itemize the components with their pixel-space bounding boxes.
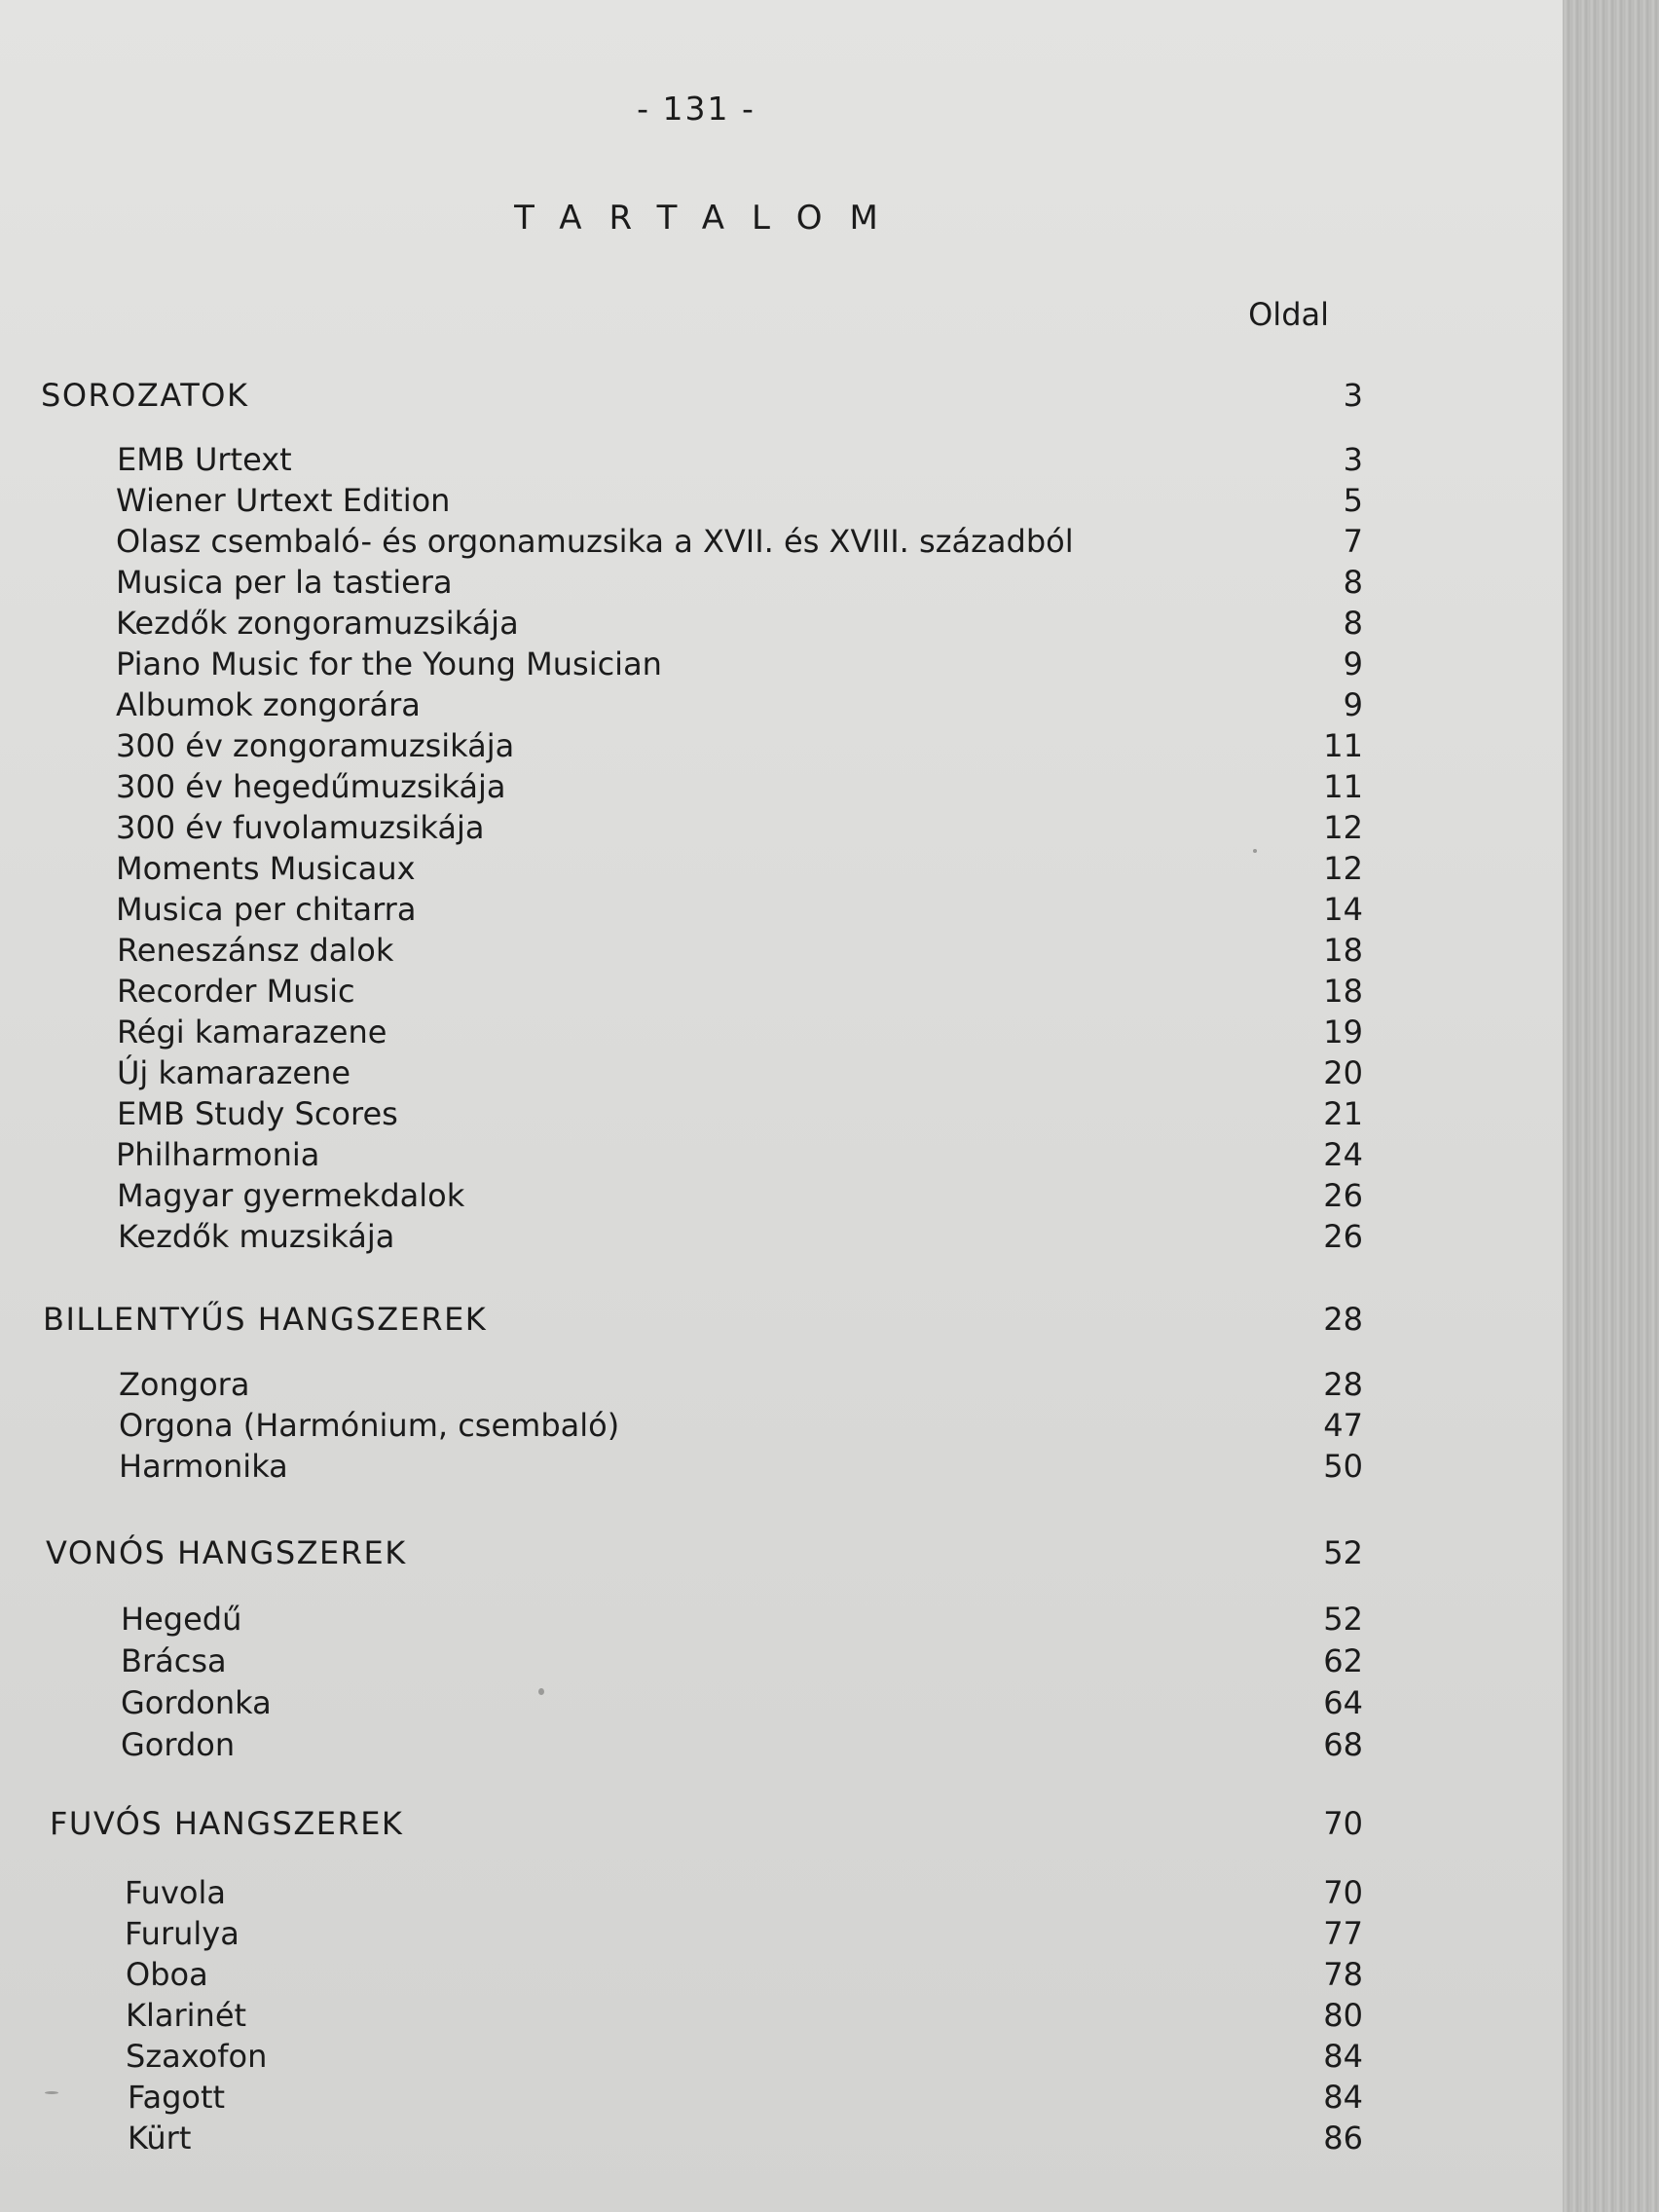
entry-page: 64 (1323, 1684, 1363, 1721)
entry-label: Piano Music for the Young Musician (116, 645, 662, 682)
entry-label: Wiener Urtext Edition (116, 482, 451, 519)
entry-page: 5 (1343, 482, 1363, 519)
entry-page: 8 (1343, 564, 1363, 601)
section-title: FUVÓS HANGSZEREK (50, 1805, 404, 1842)
entry-label: Reneszánsz dalok (117, 932, 394, 969)
section-title: SOROZATOK (41, 377, 249, 414)
entry-label: Új kamarazene (117, 1054, 351, 1091)
entry-page: 52 (1323, 1601, 1363, 1638)
entry-label: Musica per la tastiera (116, 564, 453, 601)
entry-label: Gordon (121, 1726, 236, 1763)
entry-label: Orgona (Harmónium, csembaló) (119, 1407, 620, 1444)
entry-page: 77 (1323, 1915, 1363, 1952)
entry-page: 28 (1323, 1366, 1363, 1403)
entry-page: 8 (1343, 605, 1363, 642)
page-edge-shadow (1563, 0, 1659, 2212)
entry-label: Klarinét (126, 1997, 247, 2034)
entry-label: EMB Urtext (117, 441, 292, 478)
entry-page: 26 (1323, 1177, 1363, 1214)
entry-label: 300 év zongoramuzsikája (116, 727, 515, 764)
entry-page: 47 (1323, 1407, 1363, 1444)
entry-page: 12 (1323, 809, 1363, 846)
section-title: VONÓS HANGSZEREK (46, 1534, 407, 1571)
entry-page: 80 (1323, 1997, 1363, 2034)
entry-label: Magyar gyermekdalok (117, 1177, 465, 1214)
entry-label: Fagott (128, 2079, 226, 2116)
entry-label: Fuvola (125, 1874, 226, 1911)
entry-label: 300 év fuvolamuzsikája (116, 809, 485, 846)
entry-page: 62 (1323, 1642, 1363, 1679)
entry-label: Olasz csembaló- és orgonamuzsika a XVII. és XVIII. századból (116, 523, 1074, 560)
entry-page: 9 (1343, 686, 1363, 723)
entry-page: 3 (1343, 441, 1363, 478)
scan-speck (538, 1688, 544, 1695)
entry-label: Musica per chitarra (116, 891, 417, 928)
entry-label: Oboa (126, 1956, 208, 1993)
section-title: BILLENTYŰS HANGSZEREK (43, 1301, 488, 1338)
entry-page: 78 (1323, 1956, 1363, 1993)
section-page: 28 (1323, 1301, 1363, 1338)
entry-page: 84 (1323, 2079, 1363, 2116)
entry-label: Zongora (119, 1366, 250, 1403)
entry-label: Kezdők zongoramuzsikája (116, 605, 519, 642)
entry-page: 20 (1323, 1054, 1363, 1091)
entry-page: 14 (1323, 891, 1363, 928)
entry-page: 84 (1323, 2038, 1363, 2075)
entry-page: 86 (1323, 2120, 1363, 2157)
page-column-header: Oldal (1248, 296, 1329, 333)
entry-page: 7 (1343, 523, 1363, 560)
entry-label: Brácsa (121, 1642, 227, 1679)
entry-page: 68 (1323, 1726, 1363, 1763)
entry-page: 11 (1323, 727, 1363, 764)
entry-page: 9 (1343, 645, 1363, 682)
entry-label: Moments Musicaux (116, 850, 416, 887)
entry-label: EMB Study Scores (117, 1095, 398, 1132)
scan-speck (45, 2091, 58, 2094)
entry-label: Recorder Music (117, 973, 355, 1010)
entry-page: 70 (1323, 1874, 1363, 1911)
entry-label: Harmonika (119, 1448, 288, 1485)
entry-page: 18 (1323, 973, 1363, 1010)
page-number: - 131 - (637, 90, 756, 128)
entry-label: Szaxofon (126, 2038, 268, 2075)
entry-page: 18 (1323, 932, 1363, 969)
section-page: 52 (1323, 1534, 1363, 1571)
entry-label: Albumok zongorára (116, 686, 421, 723)
entry-page: 19 (1323, 1014, 1363, 1051)
entry-page: 26 (1323, 1218, 1363, 1255)
entry-label: Kürt (128, 2120, 192, 2157)
entry-page: 21 (1323, 1095, 1363, 1132)
section-page: 3 (1343, 377, 1363, 414)
entry-label: Furulya (125, 1915, 240, 1952)
entry-label: Régi kamarazene (117, 1014, 387, 1051)
entry-label: Gordonka (121, 1684, 272, 1721)
entry-page: 11 (1323, 768, 1363, 805)
entry-label: 300 év hegedűmuzsikája (116, 768, 506, 805)
entry-page: 12 (1323, 850, 1363, 887)
entry-label: Hegedű (121, 1601, 242, 1638)
page-title: TARTALOM (514, 199, 905, 238)
entry-label: Kezdők muzsikája (118, 1218, 395, 1255)
entry-label: Philharmonia (116, 1136, 320, 1173)
section-page: 70 (1323, 1805, 1363, 1842)
entry-page: 24 (1323, 1136, 1363, 1173)
entry-page: 50 (1323, 1448, 1363, 1485)
scan-speck (1253, 849, 1257, 853)
